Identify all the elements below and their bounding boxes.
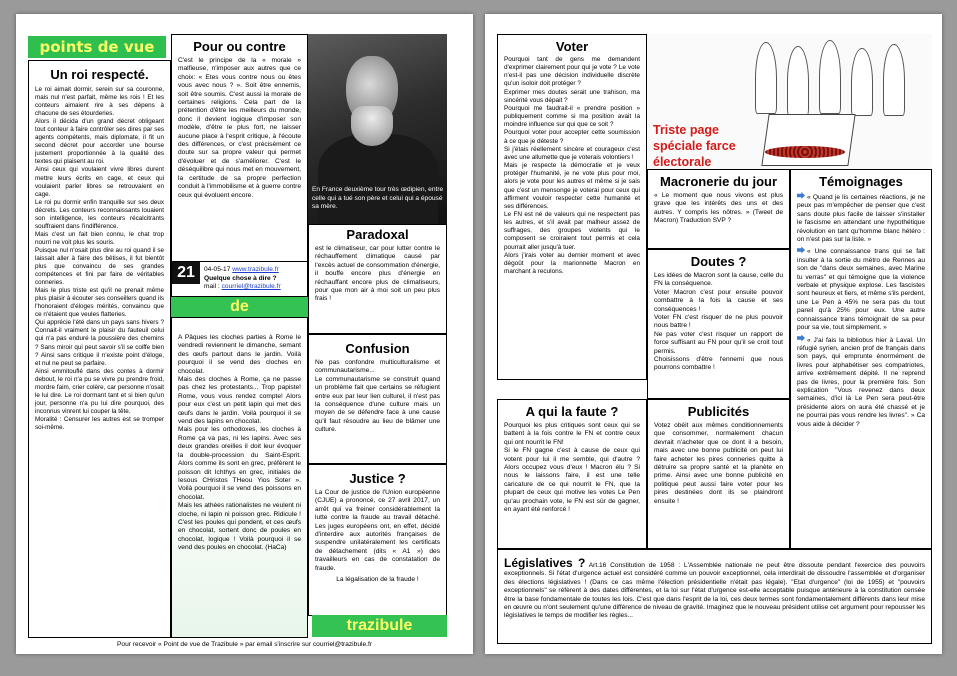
- roi-title: Un roi respecté.: [50, 67, 149, 82]
- left-page: [16, 14, 473, 654]
- right-page: [485, 14, 942, 654]
- de-strip: [171, 297, 308, 317]
- temoignage-item: « Quand je lis certaines réactions, je ne peux pas m'empêcher de penser que c'est sans doute plus facile de laisser s'installer le fascisme en attendant une hypothétique révolution en tant qu'homme blanc hétéro : on n'est pas sur la liste. »: [797, 194, 925, 244]
- issue-mail[interactable]: courriel@trazibule.fr: [221, 283, 281, 290]
- publicites-title: Publicités: [687, 404, 750, 419]
- confusion-title: Confusion: [345, 341, 410, 356]
- voter-body: Pourquoi tant de gens me demandent d'exprimer clairement pour qui je vote ? Le vote n'est-il pas une décision individuelle discrète qu'un isoloir doit protéger ? Exprimer mes doutes serait une trahison, ma sincérité vous dépait ? Pourquoi me faudrait-il « prendre position » publiquement comme si ma position avait la moindre influence sur qui que ce soit ? Pourquoi voter pour accepter cette soumission à ce que je déteste ? Si j'étais réellement sincère et courageux c'est avec une allumette que je voterais volontiers ! Mais je respecte la démocratie et je veux protéger l'humanité, je ne vote plus pour moi, alors je vote pour les autres et même si je sais que c'est un mensonge je voterai pour ceux qui affirment vouloir respecter cette humanité et ses différences. Le FN est né de valeurs qui ne respectent pas les autres, et s'il avait par malheur assez de suffrages, des groupes violents qui le composent se croiraient tout permis et cela pourrait aller jusqu'à tuer. Alors j'irais voter au dernier moment et avec dégoût pour la marionnette Macron en marchant à reculons.: [504, 56, 640, 276]
- macronerie-body: « Le moment que nous vivons est plus grave que les intérêts des uns et des autres. Y compris les nôtres. » (Tweet de Macron) Traduction SVP ?: [654, 192, 783, 225]
- macronerie-article: [647, 169, 790, 249]
- issue-number: 21: [172, 262, 200, 284]
- cartoon-person-5: [883, 44, 905, 116]
- publicites-body: Votez obéit aux mêmes conditionnements que consommer, normalement chacun devrait n'acheter que ce dont il a besoin, mais avec une bonne publicité on peut lui faire acheter les pires conneries quitte à détruire sa propre santé et la planète en prime. Ainsi avec une bonne publicité en politique peut aussi faire voter pour les pires destinées dont ils se plaindront ensuite !: [654, 422, 783, 505]
- cartoon-person-3: [819, 40, 841, 114]
- issue-question: Quelque chose à dire ?: [204, 274, 277, 282]
- trazibule-banner: trazibule: [312, 615, 447, 637]
- voter-article: [497, 34, 647, 380]
- freud-beard: [351, 106, 393, 146]
- doutes-body: Les idées de Macron sont la cause, celle du FN la conséquence. Voter Macron c'est pour ensuite pouvoir combattre à la fois la cause et ses conséquences ! Voter FN c'est risquer de ne plus pouvoir nous battre ! Ne pas voter c'est risquer un rapport de force suffisant au FN pour qu'il se croit tout permis. Choisissons d'être l'ennemi que nous pourrons combattre !: [654, 272, 783, 372]
- issue-site[interactable]: www.trazibule.fr: [232, 266, 279, 273]
- publicites-article: [647, 399, 790, 549]
- pourcontre-article: [171, 34, 308, 262]
- paradoxal-body: est le climatiseur, car pour lutter contre le réchauffement climatique causé par l'excès actuel de consommation d'énergie, il bouffe encore plus d'énergie en réchauffant encore plus de climatiseurs, pour que mon air à moi soit un peu plus frais !: [315, 245, 440, 303]
- pourcontre-title: Pour ou contre: [193, 39, 286, 54]
- issue-mail-label: mail :: [204, 283, 220, 290]
- voting-cartoon: [647, 34, 932, 169]
- legislatives-body: Art.16 Constitution de 1958 : L'Assemblée nationale ne peut être dissoute pendant l'exercice des pouvoirs exceptionnels. Si l'état d'urgence actuel est considéré comme un pouvoir exceptionnel, cela interdirait de dissoudre l'assemblée et d'organiser des élections législatives ! (Dans ce cas même l'élection présidentielle n'était pas légale). "Etat d'urgence" (loi de 1955) et "pouvoirs exceptionnels" se réfèrent à des dates différentes, et la loi sur l'état d'urgence est-elle acceptable puisque antérieure à la constitution censée être la base fondamentale de toutes les lois. C'est que dans l'esprit de la loi, ces deux termes sont fondamentalement différents dans leur mise en œuvre ou n'ont seulement qu'une différence de niveau de gravité. Imaginez que le nouveau président utilise cet argument pour repousser les législatives le temps de modifier les règles...: [504, 562, 925, 620]
- cartoon-person-2: [787, 46, 809, 116]
- temoignages-body: [791, 190, 931, 429]
- justice-end: La légalisation de la fraude !: [336, 576, 419, 584]
- legislatives-article: [497, 549, 932, 644]
- faute-article: [497, 399, 647, 549]
- legislatives-content: [498, 550, 931, 621]
- points-de-vue-header: points de vue: [28, 36, 166, 58]
- arrow-icon: [797, 192, 805, 199]
- faute-body: Pourquoi les plus critiques sont ceux qui se battent à la fois contre le FN et contre ceux qui ont nourrit le FN! Si le FN gagne c'est à cause de ceux qui votent pour lui il me semble, qui d'autre ? Alors occupez vous d'eux ! Macron élu ? Si nous le laissons faire, il est une telle caricature de ce qui nourrit le FN, que la plupart de ceux qui motive les votes Le Pen qu'au prochain vote, le FN est sûr de gagner, en ayant été renforcé !: [504, 422, 640, 514]
- pourcontre-body: C'est le principe de la « morale » malfieuse, n'imposer aux autres que ce choix: « Etes vous contre nous ou êtes vous avec nous ? ». Soit être ennemis, soit être soumis. C'est aussi la morale de certaines religions. Cela part de la prétention d'être les meilleurs du monde, donc il devient logique d'imposer son modèle, d'être le plus fort, ne laisser aucune place à l'esprit critique, à l'écoute des différences, or c'est précisément ce doute sur sa propre valeur qui permet d'évoluer et de s'améliorer. C'est le déséquilibre qui nous met en mouvement, la certitude de sa propre perfection conduit à l'immobilisme et à guerre contre ceux qui évoluent encore.: [178, 57, 301, 199]
- freud-caption: En France deuxième tour très œdipien, entre celle qui a tué son père et celui qui a épousé sa mère.: [312, 186, 444, 210]
- paques-body: A Pâques les cloches parties à Rome le vendredi reviennent le dimanche, semant des œufs partout dans le jardin. Voilà pourquoi il se vend des cloches en chocolat. Mais des cloches à Rome, ça ne passe pas chez les protestants... Trop papiste! Rome, vous vous rendez compte! Alors pour eux c'est un petit lapin qui met des œufs dans le jardin. Voilà pourquoi il se vend des lapins en chocolat. Mais pour les orthodoxes, les cloches à Rome ça va pas, ni les lapins. Avec ses deux grandes oreilles il doit leur évoquer la double-procession du Saint-Esprit. Alors comme ils sont en grec, préfèrent le poisson dit Ichthys en grec, initiales de Iesous CHristos THeou Yios Soter ». Voilà pourquoi il se vend des poissons en chocolat. Mais les athées rationalistes ne veulent ni cloche, ni lapin ni poisson grec. Ridicule ! C'est les poules qui pondent, et ces œufs en chocolat, sortent donc de poules en chocolat, logique ! Voilà pourquoi il se vend des poules en chocolat. (HaCa): [178, 334, 301, 552]
- temoignage-item: « J'ai fais la bibliobus hier à Laval. Un réfugié syrien, ancien prof de français dans son pays, qui emprunte énormément de livres pour alphabétiser ses compatriotes, arrive extrêmement dépité. Il ne reprend pas de livres, pour la première fois. Son explication "Vous revenez dans deux semaines, d'ici là Le Pen sera peut-être présidente alors on aura été chassé et je ne pourrai pas vous rendre les livres". » Ca vous aide à décider ?: [797, 336, 925, 428]
- legislatives-title: Législatives ?: [504, 556, 586, 570]
- temoignage-item: « Une connaissance trans qui se fait insulter à la sortie du métro de Rennes au son de "dans deux semaines, avec Marine tu verras" et qui témoigne que la violence verbale et physique explose. Les fascistes sont heureux et fiers, et même s'ils perdent, une Le Pen à 45% ne sera pas du tout pareil qu'à 25% pour eux. Une autre connaissance trans témoignait de sa peur pour sa vie, tout simplement. »: [797, 248, 925, 332]
- cartoon-caption: Triste page spéciale farce électorale: [653, 123, 736, 169]
- faute-title: A qui la faute ?: [525, 404, 619, 419]
- ballot-pile: [765, 146, 845, 158]
- justice-title: Justice ?: [349, 471, 406, 486]
- paradoxal-article: [308, 224, 447, 334]
- paques-article: [171, 317, 308, 638]
- roi-body: Le roi aimait dormir, serein sur sa couronne, mais nul n'est parfait, même les rois ! Et les conteurs aimaient rire à ses dépens à chacune de ses étourderies. Alors il décida d'un grand décret obligeant tout conteur à faire contrôler ses dires par ses agents compétents, mais diplomate, il fit un second décret pour accorder une bourse justement proportionnée à la qualité des textes qui plaisent au roi. Ainsi ceux qui voulaient vivre libres durent mettre leurs écrits en cage, et ceux qui voulaient parler libres se retrouvaient en cage. Le roi pu dormir enfin tranquille sur ses deux décrets. Les conteurs reconnaissants louaient son intelligence, les conteurs récalcitrants souffraient dans l'indifférence. Mais c'est un fait bien connu, le chat trop nourri ne voit plus les souris. Puisque nul n'osait plus dire au roi quand il se laissait aller à faire des bêtises, il fut bientôt plus que convaincu de ses grandes compétences et fini par faire de véritables conneries. Mais le plus triste est qu'il ne prenait même plus plaisir à écouter ses conseillers quand ils l'honoraient d'éloges mérités, convaincu que ce n'étaient que veules flatteries. Qui apprécie l'été dans un pays sans hivers ? Connait-il vraiment le plaisir du fauteuil celui qui n'a pas enduré la poussière des chemins ? Sans miroir qui peut savoir s'il se coiffe bien ? Ainsi sans critique il n'existe point d'éloge, et nul ne peut se parfaire. Ainsi emmitouflé dans des contes à dormir debout, le roi n'a pu se vivre pu prendre froid, mordre faim, crier colère, car personne n'osait le lui dire. Le roi dormant tant et si bien qu'un jour, personne n'a pu lui dire pourquoi, des inconnus vinrent lui couper la tête. Moralité : Censurer les autres est se tromper soi-même.: [35, 86, 164, 431]
- arrow-icon: [797, 246, 805, 253]
- issue-details: [204, 266, 281, 292]
- voter-title: Voter: [555, 39, 589, 54]
- cartoon-person-4: [851, 48, 873, 116]
- temoignages-article: [790, 169, 932, 549]
- issue-date: 04-05-17: [204, 266, 231, 273]
- temoignages-title: Témoignages: [819, 174, 903, 189]
- confusion-body: Ne pas confondre multiculturalisme et communautarisme... Le communautarisme se construit quand un problème fait que certains se réfugient entre eux par leur lien culturel, il n'est pas la conséquence d'une culture mais un moyen de se défendre face à une cause qu'il faut résoudre au lieu de blâmer une culture.: [315, 359, 440, 434]
- justice-body: La Cour de justice de l'Union européenne (CJUE) a prononcé, ce 27 avril 2017, un arrêt qui va freiner considérablement la lutte contre la fraude au travail détaché. Les juges européens ont, en effet, décidé d'interdire aux autorités françaises de suspendre unilatéralement les certificats de détachement (dits « A1 ») des travailleurs en cas de constatation de fraude.: [315, 489, 440, 572]
- macronerie-title: Macronerie du jour: [659, 174, 778, 189]
- roi-article: [28, 60, 171, 638]
- doutes-title: Doutes ?: [690, 254, 747, 269]
- justice-article: [308, 464, 447, 616]
- freud-photo: [308, 34, 447, 224]
- cartoon-person-1: [755, 42, 777, 114]
- arrow-icon: [797, 335, 805, 342]
- footer: Pour recevoir « Point de vue de Trazibule » par email s'inscrire sur courriel@trazibule.fr: [117, 641, 372, 648]
- ballot-box: [761, 114, 855, 166]
- issue-info: [171, 261, 308, 297]
- doutes-article: [647, 249, 790, 399]
- paradoxal-title: Paradoxal: [346, 227, 409, 242]
- confusion-article: [308, 334, 447, 464]
- de-label: de: [230, 298, 249, 315]
